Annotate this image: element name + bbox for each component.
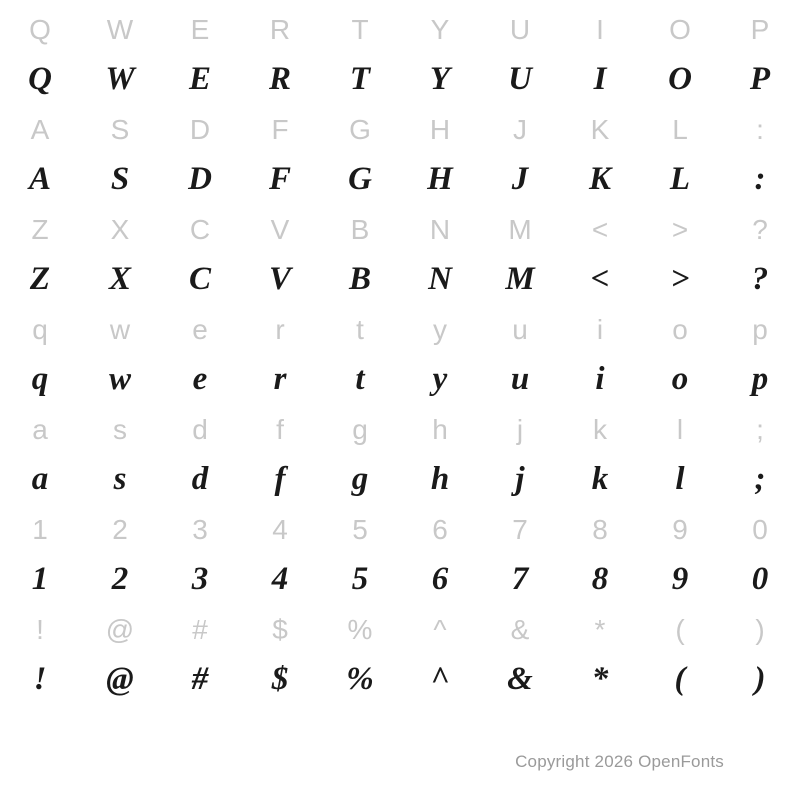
reference-glyph: w	[109, 314, 131, 345]
specimen-glyph: g	[351, 460, 369, 497]
specimen-row	[0, 456, 800, 502]
specimen-glyph: C	[188, 260, 211, 297]
specimen-glyph: j	[515, 460, 525, 497]
specimen-glyph: 4	[271, 560, 289, 597]
specimen-glyph: D	[188, 160, 212, 197]
reference-glyph: 6	[432, 514, 448, 545]
reference-glyph: i	[596, 314, 604, 345]
reference-glyph: 0	[752, 514, 768, 545]
specimen-glyph: ;	[754, 460, 766, 497]
specimen-glyph: >	[670, 260, 690, 297]
specimen-row	[0, 56, 800, 102]
reference-glyph: I	[596, 14, 604, 45]
specimen-glyph: S	[110, 160, 130, 197]
specimen-glyph: E	[188, 60, 211, 97]
specimen-glyph: 6	[431, 560, 449, 597]
specimen-glyph: r	[273, 360, 287, 397]
specimen-glyph: K	[588, 160, 611, 197]
specimen-glyph: L	[669, 160, 691, 197]
specimen-glyph: p	[751, 360, 769, 397]
specimen-glyph: Q	[28, 60, 52, 97]
specimen-glyph: 3	[191, 560, 209, 597]
reference-glyph: y	[433, 314, 447, 345]
specimen-glyph: Y	[429, 60, 451, 97]
reference-glyph: >	[671, 214, 689, 245]
specimen-glyph: H	[427, 160, 453, 197]
reference-row	[0, 504, 800, 556]
specimen-glyph: w	[108, 360, 131, 397]
specimen-glyph: &	[507, 660, 533, 697]
reference-glyph: !	[36, 614, 44, 645]
specimen-glyph: I	[593, 60, 607, 97]
reference-row	[0, 304, 800, 356]
reference-glyph: @	[105, 614, 135, 645]
glyph-row-pair	[0, 4, 800, 102]
reference-glyph: N	[429, 214, 451, 245]
specimen-glyph: N	[428, 260, 452, 297]
specimen-glyph: 2	[111, 560, 129, 597]
reference-glyph: Q	[29, 14, 51, 45]
reference-glyph: W	[106, 14, 134, 45]
reference-glyph: )	[755, 614, 765, 645]
specimen-glyph: 5	[351, 560, 369, 597]
reference-glyph: E	[190, 14, 210, 45]
reference-glyph: O	[669, 14, 691, 45]
reference-glyph: 5	[352, 514, 368, 545]
specimen-glyph: a	[31, 460, 49, 497]
specimen-glyph: ?	[751, 260, 769, 297]
reference-glyph: r	[275, 314, 285, 345]
specimen-glyph: 9	[671, 560, 689, 597]
specimen-glyph: 7	[511, 560, 529, 597]
glyph-row-pair	[0, 204, 800, 302]
specimen-glyph: M	[505, 260, 535, 297]
specimen-glyph: V	[268, 260, 291, 297]
reference-glyph: 2	[112, 514, 128, 545]
reference-glyph: p	[752, 314, 768, 345]
specimen-glyph: P	[749, 60, 771, 97]
specimen-glyph: q	[31, 360, 49, 397]
specimen-glyph: A	[28, 160, 51, 197]
specimen-row	[0, 656, 800, 702]
reference-glyph: o	[672, 314, 688, 345]
reference-glyph: d	[192, 414, 208, 445]
specimen-glyph: B	[348, 260, 371, 297]
reference-glyph: A	[30, 114, 50, 145]
specimen-row	[0, 156, 800, 202]
reference-glyph: R	[269, 14, 291, 45]
specimen-glyph: 0	[751, 560, 769, 597]
reference-glyph: &	[510, 614, 530, 645]
specimen-glyph: <	[590, 260, 610, 297]
specimen-glyph: O	[668, 60, 692, 97]
specimen-glyph: u	[510, 360, 530, 397]
reference-glyph: T	[351, 14, 369, 45]
reference-glyph: #	[192, 614, 208, 645]
specimen-row	[0, 256, 800, 302]
reference-glyph: :	[756, 114, 764, 145]
specimen-glyph: *	[591, 660, 609, 697]
reference-row	[0, 404, 800, 456]
reference-glyph: f	[276, 414, 284, 445]
copyright-notice: Copyright 2026 OpenFonts	[515, 752, 724, 771]
specimen-glyph: f	[274, 460, 286, 497]
reference-glyph: ^	[433, 614, 447, 645]
specimen-glyph: k	[591, 460, 609, 497]
reference-glyph: 8	[592, 514, 608, 545]
reference-glyph: t	[356, 314, 364, 345]
specimen-glyph: !	[33, 660, 47, 697]
glyph-row-pair	[0, 104, 800, 202]
glyph-row-pair	[0, 604, 800, 702]
glyph-row-pair	[0, 404, 800, 502]
specimen-row	[0, 556, 800, 602]
specimen-glyph: o	[671, 360, 689, 397]
specimen-row	[0, 356, 800, 402]
reference-glyph: 3	[192, 514, 208, 545]
reference-glyph: P	[750, 14, 770, 45]
reference-glyph: Y	[430, 14, 450, 45]
glyph-row-pair	[0, 504, 800, 602]
reference-row	[0, 604, 800, 656]
specimen-glyph: T	[349, 60, 371, 97]
reference-glyph: 1	[32, 514, 48, 545]
reference-glyph: D	[189, 114, 211, 145]
reference-glyph: %	[347, 614, 373, 645]
reference-row	[0, 104, 800, 156]
reference-glyph: <	[591, 214, 609, 245]
specimen-glyph: t	[355, 360, 365, 397]
specimen-glyph: G	[348, 160, 372, 197]
specimen-glyph: %	[346, 660, 374, 697]
specimen-glyph: #	[191, 660, 209, 697]
specimen-glyph: $	[271, 660, 289, 697]
reference-glyph: M	[508, 214, 532, 245]
reference-glyph: a	[32, 414, 48, 445]
reference-glyph: V	[270, 214, 290, 245]
reference-glyph: u	[512, 314, 528, 345]
specimen-glyph: F	[268, 160, 291, 197]
specimen-glyph: J	[511, 160, 529, 197]
reference-glyph: h	[432, 414, 448, 445]
reference-glyph: H	[429, 114, 451, 145]
specimen-glyph: @	[106, 660, 134, 697]
specimen-glyph: e	[192, 360, 208, 397]
reference-glyph: ?	[752, 214, 768, 245]
reference-row	[0, 4, 800, 56]
reference-glyph: L	[672, 114, 688, 145]
specimen-glyph: U	[508, 60, 532, 97]
reference-glyph: 9	[672, 514, 688, 545]
specimen-glyph: X	[108, 260, 131, 297]
specimen-glyph: (	[674, 660, 686, 697]
reference-glyph: s	[113, 414, 127, 445]
reference-glyph: 7	[512, 514, 528, 545]
reference-glyph: Z	[31, 214, 49, 245]
reference-glyph: U	[509, 14, 531, 45]
reference-glyph: B	[350, 214, 370, 245]
specimen-glyph: Z	[29, 260, 51, 297]
reference-glyph: (	[675, 614, 685, 645]
reference-glyph: X	[110, 214, 130, 245]
reference-glyph: C	[189, 214, 211, 245]
specimen-glyph: d	[191, 460, 209, 497]
reference-glyph: j	[516, 414, 524, 445]
reference-glyph: ;	[756, 414, 764, 445]
specimen-glyph: l	[675, 460, 685, 497]
specimen-glyph: y	[432, 360, 448, 397]
reference-glyph: G	[349, 114, 371, 145]
reference-glyph: q	[32, 314, 48, 345]
specimen-glyph: s	[113, 460, 127, 497]
specimen-glyph: :	[754, 160, 766, 197]
specimen-glyph: )	[754, 660, 766, 697]
reference-glyph: *	[594, 614, 606, 645]
glyph-row-pair	[0, 304, 800, 402]
reference-glyph: K	[590, 114, 610, 145]
reference-glyph: $	[272, 614, 288, 645]
reference-glyph: e	[192, 314, 208, 345]
specimen-glyph: i	[595, 360, 605, 397]
specimen-glyph: R	[268, 60, 291, 97]
specimen-glyph: W	[105, 60, 135, 97]
reference-glyph: S	[110, 114, 130, 145]
specimen-glyph: 8	[591, 560, 609, 597]
reference-glyph: F	[271, 114, 289, 145]
reference-glyph: k	[593, 414, 607, 445]
specimen-glyph: h	[430, 460, 450, 497]
reference-row	[0, 204, 800, 256]
reference-glyph: g	[352, 414, 368, 445]
reference-glyph: l	[676, 414, 684, 445]
reference-glyph: 4	[272, 514, 288, 545]
reference-glyph: J	[513, 114, 527, 145]
specimen-glyph: 1	[31, 560, 49, 597]
specimen-glyph: ^	[430, 660, 450, 697]
